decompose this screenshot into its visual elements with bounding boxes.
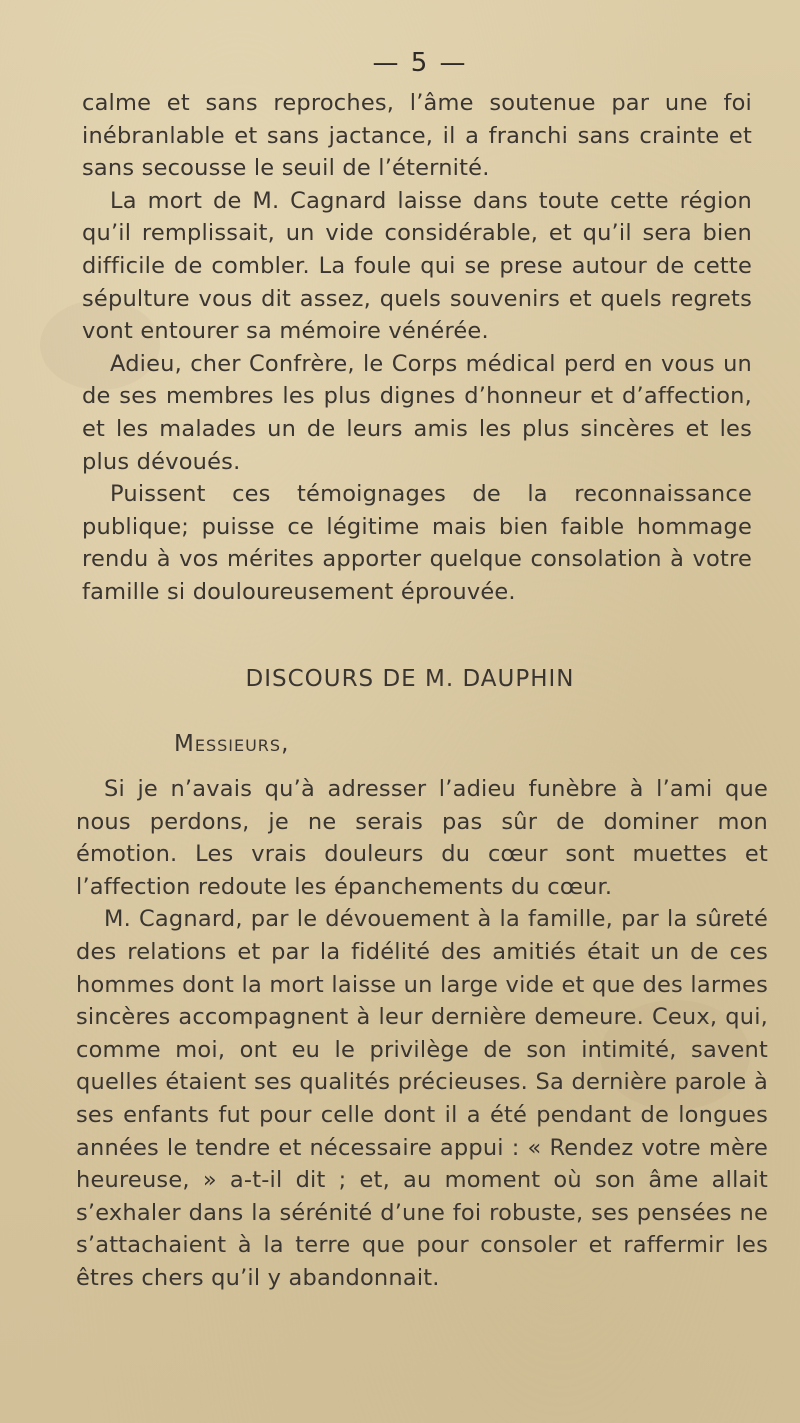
section-title: DISCOURS DE M. DAUPHIN: [245, 666, 575, 692]
paragraph: La mort de M. Cagnard laisse dans toute cette région qu’il remplissait, un vide considérable, et qu’il sera bien difficile de combler. La foule qui se prese autour de cette sépulture vous dit assez, quels souvenirs et quels regrets vont entourer sa mémoire vénérée.: [82, 187, 752, 345]
eulogy-conclusion: [82, 87, 752, 609]
paragraph: M. Cagnard, par le dévouement à la famille, par la sûreté des relations et par la fidélité des amitiés était un de ces hommes dont la mort laisse un large vide et que des larmes sincères accompagnent à leur dernière demeure. Ceux, qui, comme moi, ont eu le privilège de son intimité, savent quelles étaient ses qualités précieuses. Sa dernière parole à ses enfants fut pour celle dont il a été pendant de longues années le tendre et nécessaire appui : « Rendez votre mère heureuse, » a-t-il dit ; et, au moment où son âme allait s’exhaler dans la sérénité d’une foi robuste, ses pensées ne s’attachaient à la terre que pour consoler et raffermir les êtres chers qu’il y abandonnait.: [76, 906, 768, 1291]
page-number: — 5 —: [372, 48, 468, 78]
paragraph: Si je n’avais qu’à adresser l’adieu funèbre à l’ami que nous perdons, je ne serais pas sûr de dominer mon émotion. Les vrais douleurs du cœur sont muettes et l’affection redoute les épanchements du cœur.: [76, 776, 768, 900]
paragraph: Puissent ces témoignages de la reconnaissance publique; puisse ce légitime mais bien faible hommage rendu à vos mérites apporter quelque consolation à votre famille si douloureusement éprouvée.: [82, 481, 752, 605]
paragraph: calme et sans reproches, l’âme soutenue par une foi inébranlable et sans jactance, il a franchi sans crainte et sans secousse le seuil de l’éternité.: [82, 90, 752, 182]
dauphin-speech: [76, 773, 768, 1295]
paragraph: Adieu, cher Confrère, le Corps médical perd en vous un de ses membres les plus dignes d’honneur et d’affection, et les malades un de leurs amis les plus sincères et les plus dévoués.: [82, 350, 752, 475]
salutation: Messieurs,: [174, 731, 290, 757]
